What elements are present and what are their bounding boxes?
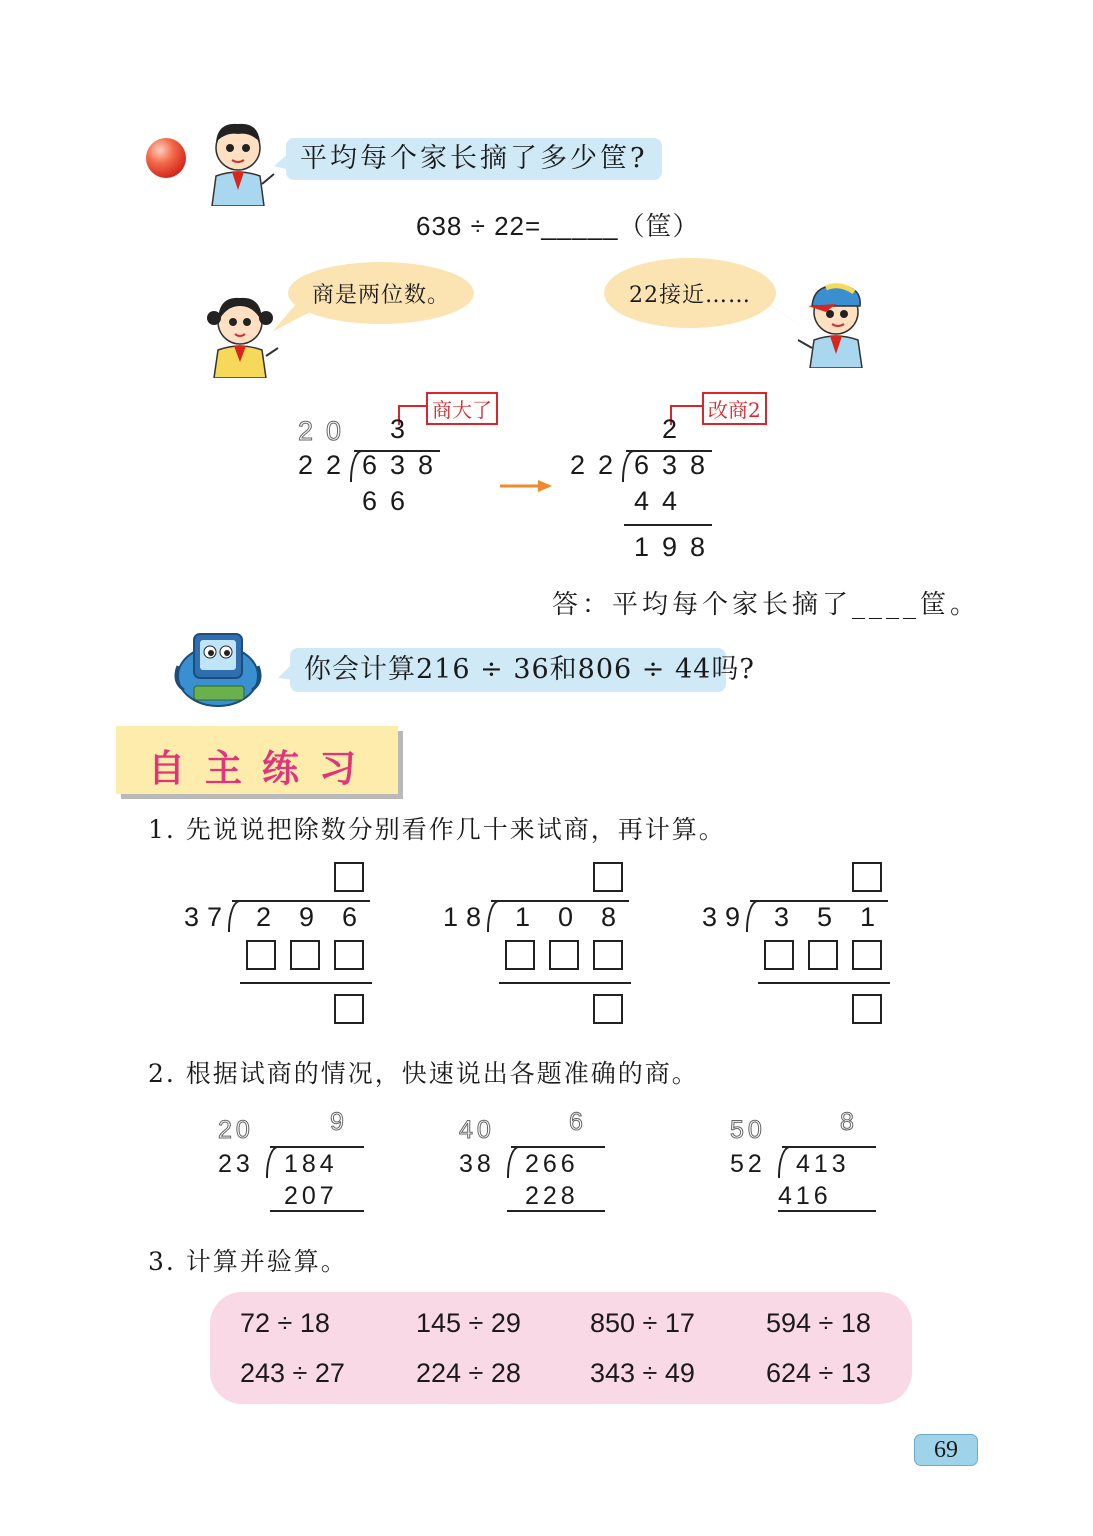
q1-item: [182, 858, 386, 1028]
dividend: 351: [774, 902, 904, 932]
q1-item: [700, 858, 904, 1028]
dividend: 296: [256, 902, 386, 932]
boy-character-icon: [198, 118, 278, 206]
arrow-right-icon: [500, 478, 552, 494]
robot-question-text: 你会计算216 ÷ 36和806 ÷ 44吗?: [290, 648, 726, 692]
left-division-work: [296, 396, 516, 526]
exercise-item: 145 ÷ 29: [416, 1308, 521, 1338]
dividend: 638: [634, 450, 719, 480]
product: 207: [284, 1182, 338, 1210]
answer-text: 答：平均每个家长摘了____筐。: [552, 590, 981, 620]
exercise-item: 243 ÷ 27: [240, 1358, 345, 1388]
q2-item: [459, 1108, 619, 1218]
boy-with-cap-icon: [796, 278, 872, 368]
exercise-item: 624 ÷ 13: [766, 1358, 871, 1388]
product: 416: [778, 1182, 832, 1210]
section-title: 自主练习: [148, 747, 376, 790]
quotient: 2: [662, 414, 691, 444]
dividend: 266: [525, 1150, 579, 1178]
right-division-work: [568, 396, 788, 566]
q3-title: 3. 计算并验算。: [148, 1247, 348, 1276]
estimate-quotient: 50: [730, 1116, 766, 1144]
question-text: 平均每个家长摘了多少筐?: [286, 138, 662, 180]
page-number-text: 69: [934, 1437, 958, 1463]
product: 44: [634, 486, 691, 516]
divisor: 22: [570, 450, 627, 480]
divisor: 39: [702, 902, 749, 932]
page-number: [914, 1434, 978, 1466]
bubble-tail-icon: [274, 152, 290, 172]
trial-quotient: 6: [569, 1108, 587, 1136]
boy-speech-text: 22接近……: [629, 282, 751, 308]
trial-quotient: 8: [840, 1108, 858, 1136]
q2-item: [730, 1108, 890, 1218]
bubble-tail-icon: [278, 662, 294, 682]
trial-quotient: 3: [390, 414, 419, 444]
girl-speech-text: 商是两位数。: [311, 282, 450, 308]
question-bubble: [286, 138, 662, 180]
divisor: 22: [298, 450, 355, 480]
remainder: 198: [634, 532, 719, 562]
boy-speech-bubble: [604, 258, 776, 328]
estimate-quotient: 40: [459, 1116, 495, 1144]
q1-title: 1. 先说说把除数分别看作几十来试商，再计算。: [148, 815, 726, 844]
q1-item: [441, 858, 645, 1028]
bubble-tail-icon: [272, 304, 312, 334]
computer-robot-icon: [172, 626, 264, 708]
divisor: 18: [443, 902, 490, 932]
dividend: 638: [362, 450, 447, 480]
dividend: 184: [284, 1150, 338, 1178]
divisor: 37: [184, 902, 231, 932]
product: 66: [362, 486, 419, 516]
product: 228: [525, 1182, 579, 1210]
red-ball-icon: [146, 138, 186, 178]
exercise-item: 850 ÷ 17: [590, 1308, 695, 1338]
exercise-item: 343 ÷ 49: [590, 1358, 695, 1388]
divisor: 23: [218, 1150, 254, 1178]
q2-item: [218, 1108, 378, 1218]
robot-question-bubble: [290, 648, 755, 692]
girl-speech-bubble: [288, 262, 474, 324]
exercise-item: 224 ÷ 28: [416, 1358, 521, 1388]
change-quotient-label: 改商2: [702, 392, 767, 425]
dividend: 413: [796, 1150, 850, 1178]
section-header: [116, 726, 398, 794]
divisor: 52: [730, 1150, 766, 1178]
estimate-quotient: 20: [218, 1116, 254, 1144]
equation-text: 638 ÷ 22=_____（筐）: [416, 211, 700, 241]
exercise-item: 72 ÷ 18: [240, 1308, 330, 1338]
quotient-too-big-label: 商大了: [426, 392, 498, 425]
exercise-panel: [210, 1292, 912, 1404]
estimate-quotient: 20: [298, 416, 355, 446]
exercise-item: 594 ÷ 18: [766, 1308, 871, 1338]
divisor: 38: [459, 1150, 495, 1178]
q2-title: 2. 根据试商的情况，快速说出各题准确的商。: [148, 1059, 699, 1088]
dividend: 108: [515, 902, 645, 932]
trial-quotient: 9: [330, 1108, 348, 1136]
